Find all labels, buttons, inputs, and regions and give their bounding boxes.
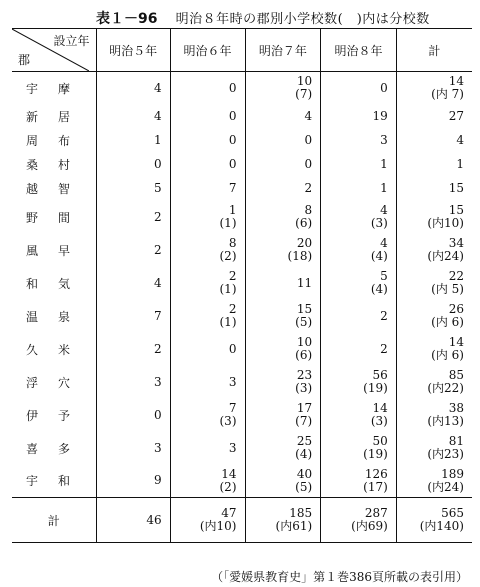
- district-name: 宇 和: [26, 474, 71, 489]
- count-cell: 2: [245, 177, 321, 201]
- district-name: 越 智: [26, 182, 71, 196]
- table-row: [12, 465, 472, 498]
- district-name: 野 間: [26, 210, 71, 225]
- count-cell: 0: [321, 72, 397, 105]
- table-row: [12, 72, 472, 105]
- table-row: [12, 177, 472, 201]
- total-row: [12, 498, 472, 543]
- count-cell: 9: [96, 465, 170, 498]
- district-name: 和 気: [26, 276, 71, 291]
- count-cell: 3: [96, 366, 170, 399]
- count-cell: 0: [170, 153, 245, 177]
- count-cell: 0: [96, 399, 170, 432]
- count-cell: 2: [321, 300, 397, 333]
- count-cell: 5 (4): [321, 267, 397, 300]
- count-cell: 4: [245, 105, 321, 129]
- table-row: [12, 153, 472, 177]
- school-count-table: [12, 28, 472, 543]
- count-cell: 19: [321, 105, 397, 129]
- district-name: 伊 予: [26, 408, 71, 423]
- count-cell: 11: [245, 267, 321, 300]
- count-cell: 20 (18): [245, 234, 321, 267]
- count-cell: 50 (19): [321, 432, 397, 465]
- count-cell: 25 (4): [245, 432, 321, 465]
- count-cell: 40 (5): [245, 465, 321, 498]
- table-row: [12, 201, 472, 234]
- count-cell: 0: [170, 333, 245, 366]
- count-cell: 15 (内10): [396, 201, 472, 234]
- count-cell: 2: [96, 234, 170, 267]
- count-cell: 2: [321, 333, 397, 366]
- count-cell: 1: [321, 153, 397, 177]
- count-cell: 1: [396, 153, 472, 177]
- table-caption: [96, 8, 430, 28]
- count-cell: 5: [96, 177, 170, 201]
- table-row: [12, 399, 472, 432]
- column-header: 明治６年: [170, 29, 245, 72]
- table-row: [12, 129, 472, 153]
- district-name: 温 泉: [26, 309, 71, 324]
- district-name: 浮 穴: [26, 375, 71, 390]
- corner-bottom-label: 郡: [18, 53, 31, 67]
- corner-top-label: 設立年: [53, 34, 90, 48]
- count-cell: 15 (5): [245, 300, 321, 333]
- count-cell: 7 (3): [170, 399, 245, 432]
- table-row: [12, 105, 472, 129]
- count-cell: 14 (内 7): [396, 72, 472, 105]
- count-cell: 26 (内 6): [396, 300, 472, 333]
- district-name: 喜 多: [26, 441, 71, 456]
- district-name: 周 布: [26, 134, 71, 148]
- table-title: 明治８年時の郡別小学校数( )内は分校数: [175, 12, 430, 27]
- count-cell: 4 (3): [321, 201, 397, 234]
- district-name: 風 早: [26, 243, 71, 258]
- count-cell: 0: [170, 105, 245, 129]
- table-row: [12, 366, 472, 399]
- count-cell: 4: [96, 72, 170, 105]
- count-cell: 0: [170, 72, 245, 105]
- count-cell: 1: [96, 129, 170, 153]
- total-cell: 47 (内10): [170, 498, 245, 543]
- count-cell: 34 (内24): [396, 234, 472, 267]
- district-name: 桑 村: [26, 158, 71, 172]
- total-label: 計: [12, 498, 96, 543]
- column-header: 明治７年: [245, 29, 321, 72]
- count-cell: 4: [396, 129, 472, 153]
- count-cell: 189 (内24): [396, 465, 472, 498]
- header-row: [12, 29, 472, 72]
- table-row: [12, 432, 472, 465]
- column-header: 計: [396, 29, 472, 72]
- total-cell: 565 (内140): [396, 498, 472, 543]
- total-cell: 46: [96, 498, 170, 543]
- column-header: 明治５年: [96, 29, 170, 72]
- count-cell: 7: [170, 177, 245, 201]
- count-cell: 3: [96, 432, 170, 465]
- count-cell: 126 (17): [321, 465, 397, 498]
- count-cell: 85 (内22): [396, 366, 472, 399]
- count-cell: 17 (7): [245, 399, 321, 432]
- district-name: 新 居: [26, 110, 71, 124]
- table-row: [12, 234, 472, 267]
- count-cell: 2 (1): [170, 267, 245, 300]
- count-cell: 3: [170, 432, 245, 465]
- count-cell: 4: [96, 267, 170, 300]
- count-cell: 0: [96, 153, 170, 177]
- count-cell: 0: [170, 129, 245, 153]
- total-cell: 185 (内61): [245, 498, 321, 543]
- count-cell: 7: [96, 300, 170, 333]
- table-number: 表１－96: [96, 11, 158, 27]
- count-cell: 22 (内 5): [396, 267, 472, 300]
- count-cell: 8 (6): [245, 201, 321, 234]
- count-cell: 15: [396, 177, 472, 201]
- count-cell: 0: [245, 129, 321, 153]
- table-body: [12, 72, 472, 498]
- count-cell: 14 (内 6): [396, 333, 472, 366]
- count-cell: 38 (内13): [396, 399, 472, 432]
- table-row: [12, 267, 472, 300]
- count-cell: 3: [170, 366, 245, 399]
- count-cell: 56 (19): [321, 366, 397, 399]
- count-cell: 4: [96, 105, 170, 129]
- district-name: 宇 摩: [26, 81, 71, 96]
- count-cell: 8 (2): [170, 234, 245, 267]
- source-note: （「愛媛県教育史」第１巻386頁所載の表引用）: [211, 570, 468, 584]
- district-name: 久 米: [26, 342, 71, 357]
- count-cell: 2: [96, 201, 170, 234]
- count-cell: 1 (1): [170, 201, 245, 234]
- count-cell: 1: [321, 177, 397, 201]
- count-cell: 14 (2): [170, 465, 245, 498]
- table-row: [12, 333, 472, 366]
- count-cell: 2: [96, 333, 170, 366]
- count-cell: 4 (4): [321, 234, 397, 267]
- total-cell: 287 (内69): [321, 498, 397, 543]
- column-header: 明治８年: [321, 29, 397, 72]
- count-cell: 0: [245, 153, 321, 177]
- count-cell: 2 (1): [170, 300, 245, 333]
- count-cell: 10 (6): [245, 333, 321, 366]
- count-cell: 3: [321, 129, 397, 153]
- count-cell: 81 (内23): [396, 432, 472, 465]
- count-cell: 14 (3): [321, 399, 397, 432]
- table-row: [12, 300, 472, 333]
- count-cell: 10 (7): [245, 72, 321, 105]
- count-cell: 27: [396, 105, 472, 129]
- corner-header: [12, 29, 96, 72]
- count-cell: 23 (3): [245, 366, 321, 399]
